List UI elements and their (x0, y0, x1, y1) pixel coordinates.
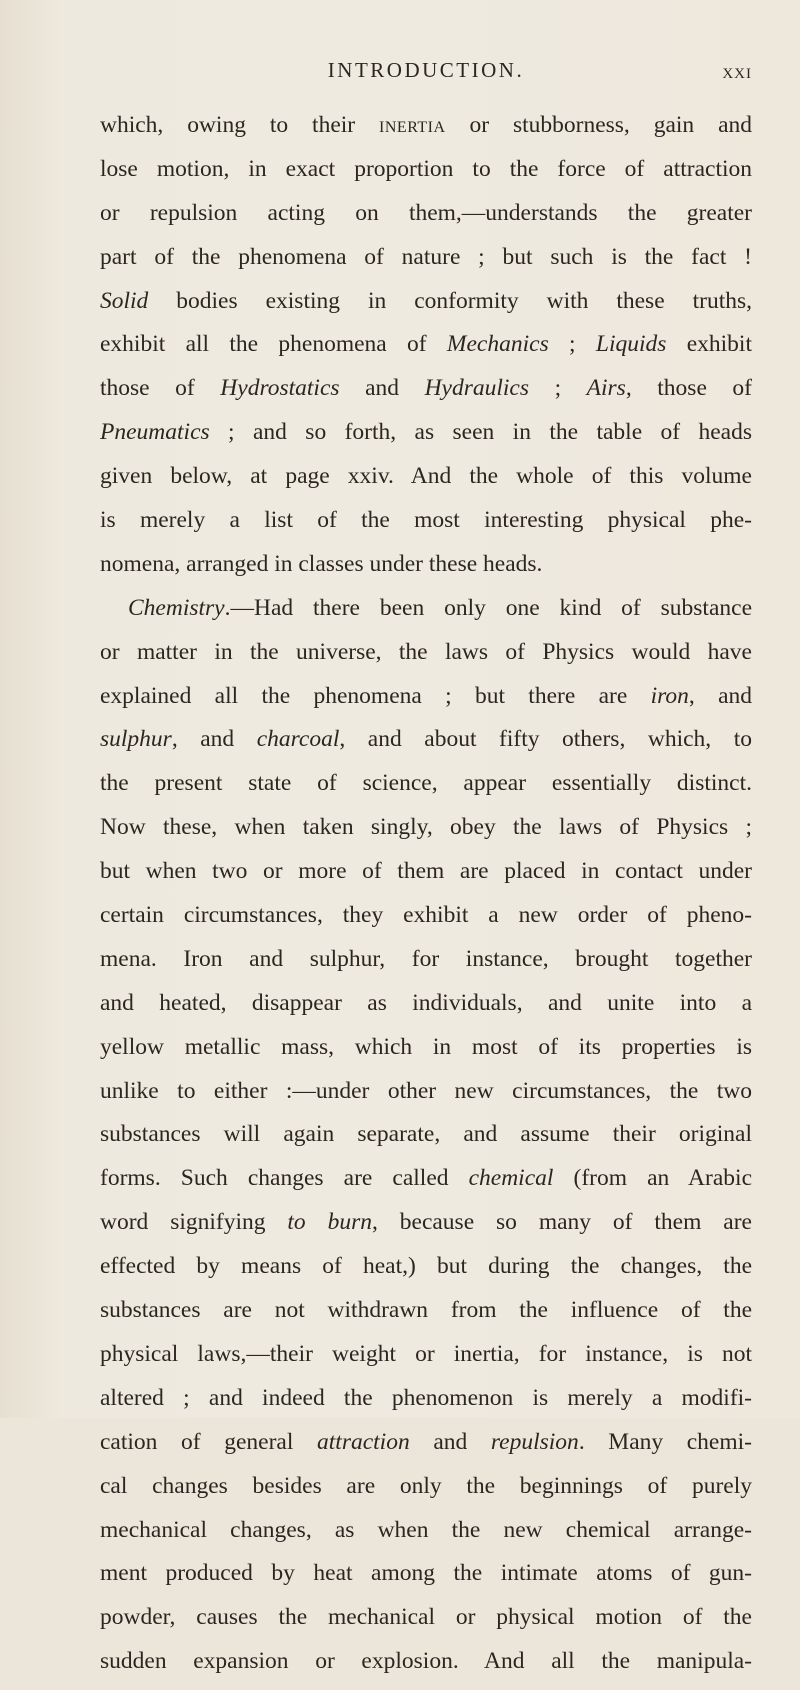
text-line: yellow metallic mass, which in most of its properties is (100, 1033, 752, 1060)
text-line: substances will again separate, and assume their original (100, 1121, 752, 1148)
text-line: the present state of science, appear essentially distinct. (100, 770, 752, 797)
text-line: cation of general attraction and repulsion. Many chemi- (100, 1428, 752, 1455)
text-line: powder, causes the mechanical or physical motion of the (100, 1604, 752, 1631)
text-line: explained all the phenomena ; but there are iron, and (100, 682, 752, 709)
text-line: unlike to either :—under other new circumstances, the two (100, 1077, 752, 1104)
text-line: part of the phenomena of nature ; but such is the fact ! (100, 243, 752, 270)
text-line: forms. Such changes are called chemical (from an Arabic (100, 1165, 752, 1192)
text-line: lose motion, in exact proportion to the force of attraction (100, 155, 752, 182)
text-line: mechanical changes, as when the new chemical arrange- (100, 1516, 752, 1543)
body-text (100, 110, 752, 1690)
text-line: given below, at page xxiv. And the whole of this volume (100, 463, 752, 490)
text-line: or matter in the universe, the laws of Physics would have (100, 638, 752, 665)
text-line: exhibit all the phenomena of Mechanics ; Liquids exhibit (100, 331, 752, 358)
text-line: certain circumstances, they exhibit a new order of pheno- (100, 902, 752, 929)
text-line: but when two or more of them are placed in contact under (100, 858, 752, 885)
text-line: Pneumatics ; and so forth, as seen in the table of heads (100, 419, 752, 446)
text-line: sudden expansion or explosion. And all the manipula- (100, 1648, 752, 1675)
text-line: Now these, when taken singly, obey the laws of Physics ; (100, 814, 752, 841)
text-line: substances are not withdrawn from the influence of the (100, 1297, 752, 1324)
page-header (100, 58, 752, 88)
text-line: mena. Iron and sulphur, for instance, brought together (100, 945, 752, 972)
running-head: INTRODUCTION. (327, 58, 525, 82)
text-line: Chemistry.—Had there been only one kind of substance (128, 594, 752, 621)
text-line: those of Hydrostatics and Hydraulics ; Airs, those of (100, 375, 752, 402)
text-line: sulphur, and charcoal, and about fifty others, which, to (100, 726, 752, 753)
text-line: physical laws,—their weight or inertia, for instance, is not (100, 1340, 752, 1367)
text-line: nomena, arranged in classes under these heads. (100, 550, 543, 577)
text-line: cal changes besides are only the beginnings of purely (100, 1472, 752, 1499)
text-line: which, owing to their inertia or stubborness, gain and (100, 112, 752, 138)
text-line: is merely a list of the most interesting physical phe- (100, 507, 752, 534)
text-line: altered ; and indeed the phenomenon is merely a modifi- (100, 1384, 752, 1411)
text-line: or repulsion acting on them,—understands the greater (100, 199, 752, 226)
page-number: xxi (722, 58, 752, 83)
text-line: ment produced by heat among the intimate atoms of gun- (100, 1560, 752, 1587)
text-line: and heated, disappear as individuals, and unite into a (100, 989, 752, 1016)
text-line: Solid bodies existing in conformity with these truths, (100, 287, 752, 314)
text-line: word signifying to burn, because so many of them are (100, 1209, 752, 1236)
text-line: effected by means of heat,) but during the changes, the (100, 1253, 752, 1280)
